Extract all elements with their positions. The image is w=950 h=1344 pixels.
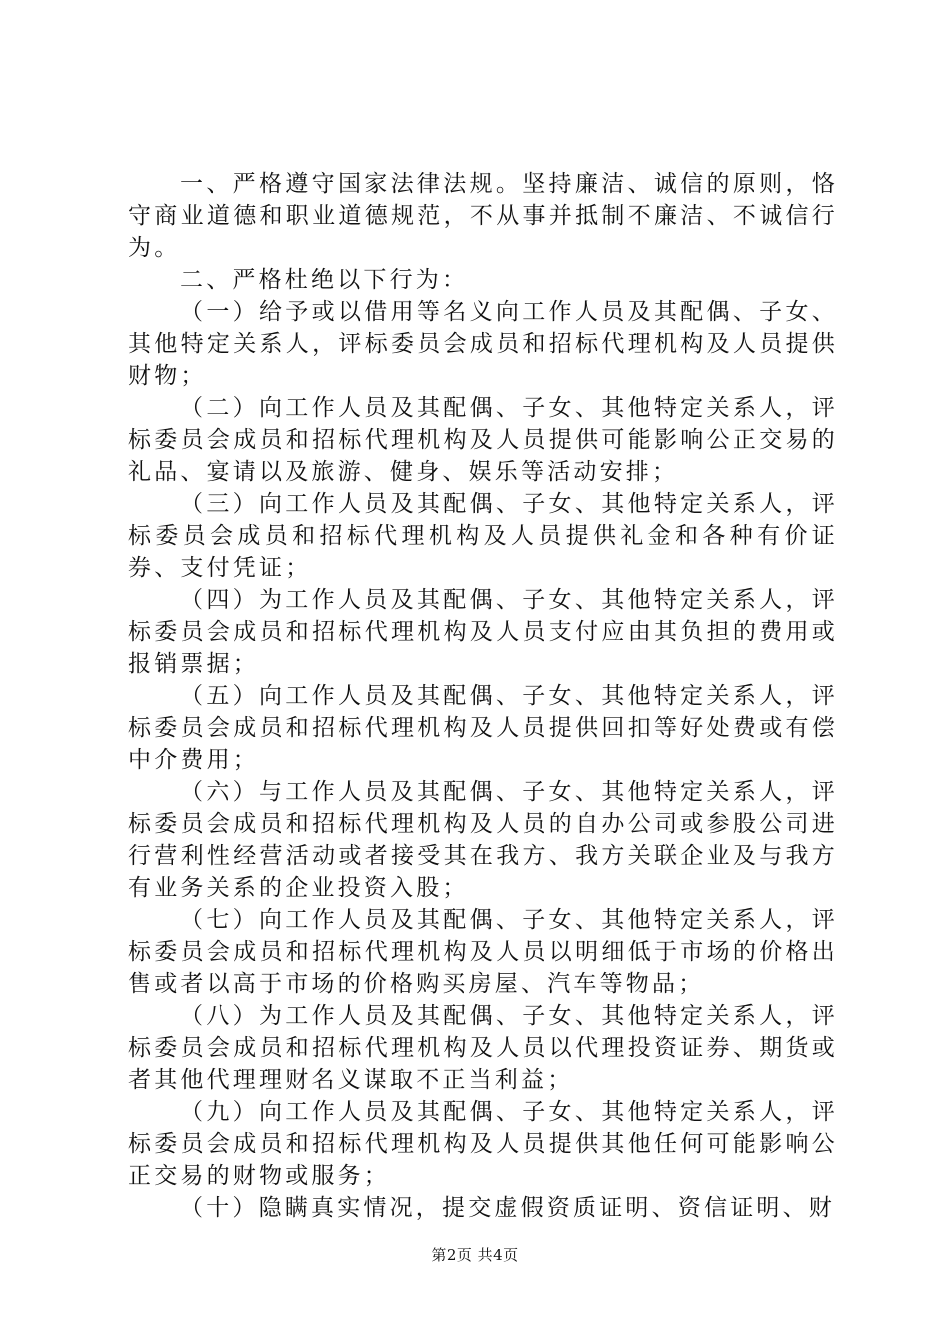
paragraph: 二、严格杜绝以下行为： xyxy=(180,267,469,293)
list-item: （四）为工作人员及其配偶、子女、其他特定关系人，评标委员会成员和招标代理机构及人员支付应由其负担的费用或报销票据； xyxy=(128,587,838,677)
page-number-footer: 第2页 共4页 xyxy=(431,1246,519,1264)
list-item: （六）与工作人员及其配偶、子女、其他特定关系人，评标委员会成员和招标代理机构及人员的自办公司或参股公司进行营利性经营活动或者接受其在我方、我方关联企业及与我方有业务关系的企业投资入股； xyxy=(128,779,838,901)
list-item: （三）向工作人员及其配偶、子女、其他特定关系人，评标委员会成员和招标代理机构及人员提供礼金和各种有价证券、支付凭证； xyxy=(128,491,838,581)
list-item: （一）给予或以借用等名义向工作人员及其配偶、子女、其他特定关系人，评标委员会成员和招标代理机构及人员提供财物； xyxy=(128,299,838,389)
paragraph: 一、严格遵守国家法律法规。坚持廉洁、诚信的原则，恪守商业道德和职业道德规范，不从事并抵制不廉洁、不诚信行为。 xyxy=(128,171,838,261)
list-item: （二）向工作人员及其配偶、子女、其他特定关系人，评标委员会成员和招标代理机构及人员提供可能影响公正交易的礼品、宴请以及旅游、健身、娱乐等活动安排； xyxy=(128,395,838,485)
list-item: （十）隐瞒真实情况，提交虚假资质证明、资信证明、财 xyxy=(180,1195,835,1221)
list-item: （七）向工作人员及其配偶、子女、其他特定关系人，评标委员会成员和招标代理机构及人员以明细低于市场的价格出售或者以高于市场的价格购买房屋、汽车等物品； xyxy=(128,907,838,997)
document-body xyxy=(128,168,838,1224)
list-item: （五）向工作人员及其配偶、子女、其他特定关系人，评标委员会成员和招标代理机构及人员提供回扣等好处费或有偿中介费用； xyxy=(128,683,838,773)
list-item: （九）向工作人员及其配偶、子女、其他特定关系人，评标委员会成员和招标代理机构及人员提供其他任何可能影响公正交易的财物或服务； xyxy=(128,1099,838,1189)
list-item: （八）为工作人员及其配偶、子女、其他特定关系人，评标委员会成员和招标代理机构及人员以代理投资证券、期货或者其他代理理财名义谋取不正当利益； xyxy=(128,1003,838,1093)
